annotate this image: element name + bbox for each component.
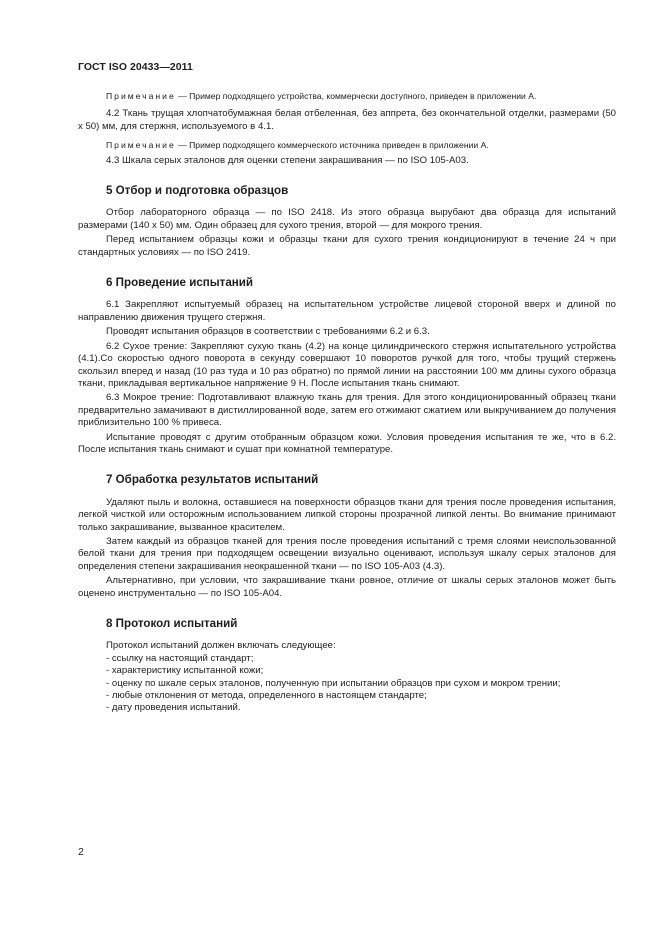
section-6-paragraph: Испытание проводят с другим отобранным образцом кожи. Условия проведения испытания те же, что в 6.2. После испытания ткань снимают и сушат при комнатной температуре. bbox=[78, 431, 616, 455]
note-1-text: — Пример подходящего устройства, коммерчески доступного, приведен в приложении А. bbox=[175, 91, 537, 101]
section-7-paragraph: Затем каждый из образцов тканей для трения после проведения испытаний с тремя слоями неиспользованной белой ткани для трения при подходящем освещении визуально оценивают, используя шкалу серых эталонов для определения степени закрашивания неокрашенной ткани — по ISO 105-А03 (4.3). bbox=[78, 535, 616, 572]
section-6-paragraph: 6.2 Сухое трение: Закрепляют сухую ткань (4.2) на конце цилиндрического стержня испытательного устройства (4.1).Со скоростью одного поворота в секунду совершают 10 поворотов ручкой для того, чтобы трущий стержень скользил вперед и назад (10 раз туда и 10 раз обратно) по прямой линии на расстоянии 100 мм длины сухого образца ткани, прикладывая вертикальное напряжение 9 Н. После испытания ткань снимают. bbox=[78, 340, 616, 389]
section-8-intro: Протокол испытаний должен включать следующее: bbox=[106, 640, 336, 652]
page-body bbox=[78, 90, 616, 715]
section-6-paragraph: 6.1 Закрепляют испытуемый образец на испытательном устройстве лицевой стороной вверх и длиной по направлению движения трущего стержня. bbox=[78, 299, 616, 323]
section-6-paragraph: 6.3 Мокрое трение: Подготавливают влажную ткань для трения. Для этого кондиционированный образец ткани предварительно замачивают в дистиллированной воде, затем его отжимают сжатием или выкручиванием до получения приблизительно 100 % привеса. bbox=[78, 392, 616, 429]
section-7-paragraph: Удаляют пыль и волокна, оставшиеся на поверхности образцов ткани для трения после проведения испытания, легкой чисткой или осторожным использованием липкой стороны прозрачной липкой ленты. Во внимание принимают только закрашивание, вызванное красителем. bbox=[78, 496, 616, 533]
list-item: - дату проведения испытаний. bbox=[106, 702, 241, 714]
note-1 bbox=[78, 90, 616, 102]
section-6-heading: 6 Проведение испытаний bbox=[106, 276, 254, 290]
list-item: - характеристику испытанной кожи; bbox=[106, 665, 264, 677]
note-label: Примечание bbox=[106, 140, 176, 151]
list-item: - ссылку на настоящий стандарт; bbox=[106, 652, 254, 664]
page-header-title: ГОСТ ISO 20433—2011 bbox=[78, 62, 193, 73]
section-7-heading: 7 Обработка результатов испытаний bbox=[106, 473, 319, 487]
paragraph-4-3: 4.3 Шкала серых эталонов для оценки степени закрашивания — по ISO 105-А03. bbox=[106, 154, 469, 166]
section-5-paragraph: Перед испытанием образцы кожи и образцы ткани для сухого трения кондиционируют в течение 24 ч при стандартных условиях — по ISO 2419. bbox=[78, 234, 616, 258]
page-number: 2 bbox=[78, 846, 84, 858]
paragraph-4-2: 4.2 Ткань трущая хлопчатобумажная белая отбеленная, без аппрета, без окончательной отделки, размерами (50 х 50) мм, для стержня, используемого в 4.1. bbox=[78, 108, 616, 132]
list-item: - оценку по шкале серых эталонов, полученную при испытании образцов при сухом и мокром трении; bbox=[106, 677, 561, 689]
section-5-paragraph: Отбор лабораторного образца — по ISO 2418. Из этого образца вырубают два образца для испытаний размерами (140 х 50) мм. Один образец для сухого трения, второй — для мокрого трения. bbox=[78, 207, 616, 231]
note-2-text: — Пример подходящего коммерческого источника приведен в приложении А. bbox=[175, 140, 489, 151]
section-5-heading: 5 Отбор и подготовка образцов bbox=[106, 184, 289, 198]
section-6-paragraph: Проводят испытания образцов в соответствии с требованиями 6.2 и 6.3. bbox=[106, 326, 430, 338]
list-item: - любые отклонения от метода, определенного в настоящем стандарте; bbox=[106, 690, 427, 702]
section-8-heading: 8 Протокол испытаний bbox=[106, 617, 238, 630]
section-7-paragraph: Альтернативно, при условии, что закрашивание ткани ровное, отличие от шкалы серых эталонов может быть оценено инструментально — по ISO 105-А04. bbox=[78, 575, 616, 599]
note-2 bbox=[78, 139, 616, 151]
note-label: Примечание bbox=[106, 91, 176, 101]
